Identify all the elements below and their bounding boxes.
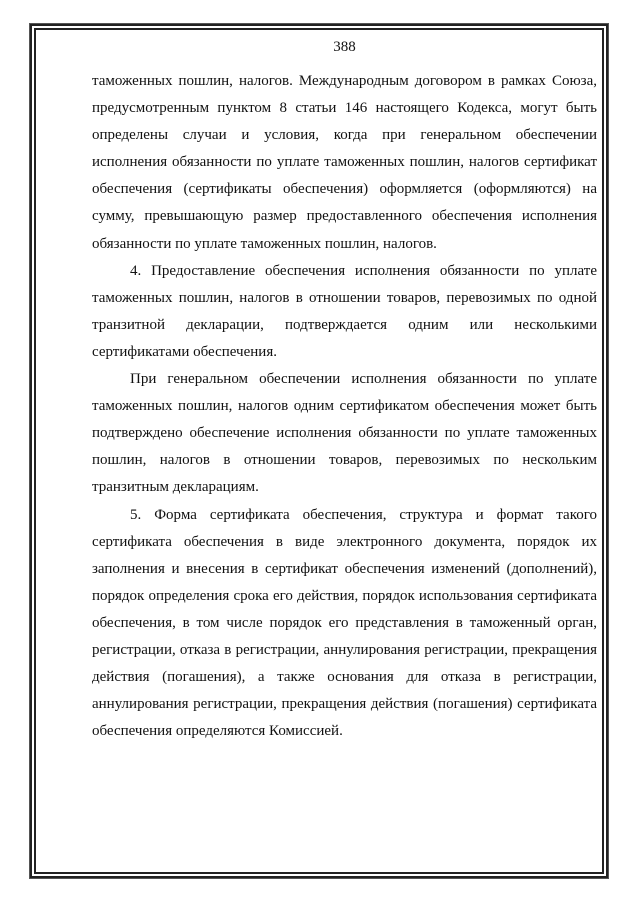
paragraph-item-5: 5. Форма сертификата обеспечения, структура и формат такого сертификата обеспечения в виде электронного документа, порядок их заполнения и внесения в сертификат обеспечения изменений (дополнений), порядок определения срока его действия, порядок использования сертификата обеспечения, в том числе порядок его представления в таможенный орган, регистрации, отказа в регистрации, аннулирования регистрации, прекращения действия (погашения), а также основания для отказа в регистрации, аннулирования регистрации, прекращения действия (погашения) сертификата обеспечения определяются Комиссией. bbox=[92, 506, 597, 740]
paragraph-item-4: 4. Предоставление обеспечения исполнения обязанности по уплате таможенных пошлин, налогов в отношении товаров, перевозимых по одной транзитной декларации, подтверждается одним или несколькими сертификатами обеспечения. bbox=[92, 262, 597, 360]
paragraph-continuation: таможенных пошлин, налогов. Международным договором в рамках Союза, предусмотренным пунктом 8 статьи 146 настоящего Кодекса, могут быть определены случаи и условия, когда при генеральном обеспечении исполнения обязанности по уплате таможенных пошлин, налогов сертификат обеспечения (сертификаты обеспечения) оформляется (оформляются) на сумму, превышающую размер предоставленного обеспечения исполнения обязанности по уплате таможенных пошлин, налогов. bbox=[92, 73, 597, 252]
document-page bbox=[92, 36, 597, 745]
paragraph-general-guarantee: При генеральном обеспечении исполнения обязанности по уплате таможенных пошлин, налогов одним сертификатом обеспечения может быть подтверждено обеспечение исполнения обязанности по уплате таможенных пошлин, налогов в отношении товаров, перевозимых по нескольким транзитным декларациям. bbox=[92, 371, 597, 496]
page-number: 388 bbox=[333, 39, 356, 55]
